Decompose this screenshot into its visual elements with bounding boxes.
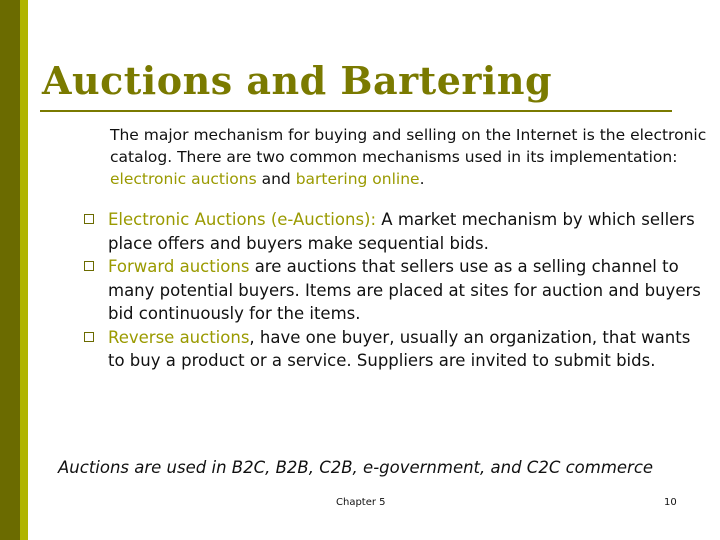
- bullet-text: are auctions that sellers use as a selling channel to many potential buyers. Items are placed at sites for auction and buyers bid continuously for the items.: [108, 257, 701, 323]
- bullet-term: Forward auctions: [108, 257, 250, 276]
- square-bullet-icon: [84, 261, 94, 271]
- title-divider: [40, 110, 672, 112]
- intro-paragraph: [110, 124, 710, 190]
- bullet-term: Reverse auctions: [108, 327, 250, 347]
- square-bullet-icon: [84, 332, 94, 342]
- commerce-note: Auctions are used in B2C, B2B, C2B, e-government, and C2C commerce: [58, 458, 654, 477]
- square-bullet-icon: [84, 214, 94, 224]
- footer-chapter: Chapter 5: [336, 497, 386, 508]
- term-electronic-auctions: electronic auctions: [110, 170, 257, 188]
- slide-title: Auctions and Bartering: [42, 58, 553, 103]
- sidebar-bar-light: [20, 0, 28, 540]
- bullet-item-forward-auctions: [84, 255, 710, 326]
- bullet-text: A market mechanism by which sellers place offers and buyers make sequential bids.: [108, 210, 695, 253]
- sidebar-bar-dark: [0, 0, 20, 540]
- intro-text-start: The major mechanism for buying and selling on the Internet is the electronic catalog. There are two common mechanisms used in its implementation:: [110, 126, 707, 166]
- term-bartering-online: bartering online: [295, 170, 420, 188]
- bullet-text: , have one buyer, usually an organization, that wants to buy a product or a service. Suppliers are invited to submit bids.: [108, 327, 691, 370]
- bullet-item-reverse-auctions: [84, 326, 710, 373]
- intro-text-end: .: [419, 170, 425, 188]
- intro-text-mid: and: [256, 170, 296, 188]
- bullet-term: Electronic Auctions (e-Auctions):: [108, 210, 377, 229]
- page-number: 10: [664, 497, 677, 508]
- bullet-list: [84, 208, 710, 373]
- bullet-item-e-auctions: [84, 208, 710, 255]
